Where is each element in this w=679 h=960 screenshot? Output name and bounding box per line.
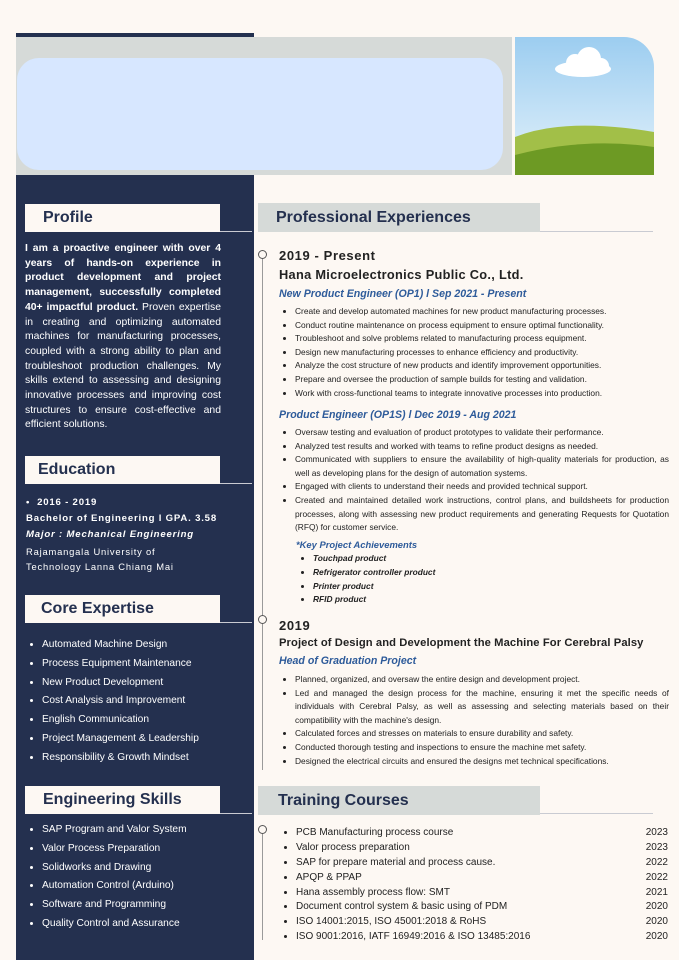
experience-heading: Professional Experiences bbox=[258, 203, 540, 232]
list-item: • Refrigerator controller product bbox=[313, 566, 435, 580]
list-item: • Led and managed the design process for the machine, ensuring it met the specific needs of individuals with Cerebral Palsy, as well as assessing and selecting materials based on their compatibility with the machine's design. bbox=[295, 687, 669, 728]
list-item: • Valor Process Preparation bbox=[42, 840, 187, 859]
divider bbox=[220, 622, 252, 623]
list-item: • Communicated with suppliers to ensure the availability of high-quality materials for production, as well as developing plans for the design of automation systems. bbox=[295, 453, 669, 480]
job-role: Product Engineer (OP1S) l Dec 2019 - Aug 2021 bbox=[279, 409, 517, 421]
training-year: 2020 bbox=[645, 931, 668, 943]
list-item: • New Product Development bbox=[42, 674, 199, 693]
list-item: • ISO 14001:2015, ISO 45001:2018 & RoHS 2020 bbox=[296, 915, 668, 930]
list-item: • Valor process preparation 2023 bbox=[296, 841, 668, 856]
education-degree: Bachelor of Engineering l GPA. 3.58 bbox=[26, 513, 217, 524]
role-duties-list bbox=[279, 426, 669, 535]
list-item: • Prepare and oversee the production of sample builds for testing and validation. bbox=[295, 373, 669, 387]
core-expertise-list bbox=[25, 636, 199, 768]
divider bbox=[540, 813, 653, 814]
training-year: 2022 bbox=[645, 856, 668, 868]
divider bbox=[220, 813, 252, 814]
training-list bbox=[279, 826, 668, 945]
list-item: • Oversaw testing and evaluation of product prototypes to validate their performance. bbox=[295, 426, 669, 440]
divider bbox=[220, 231, 252, 232]
training-year: 2023 bbox=[645, 841, 668, 853]
list-item: • Designed the electrical circuits and ensured the designs met technical specifications. bbox=[295, 755, 669, 769]
profile-summary-bold: I am a proactive engineer with over 4 years of hands-on experience in product development and project management, successfully completed 40+ impactful product. bbox=[25, 243, 221, 313]
profile-summary-rest: Proven expertise in creating and optimizing automated machines for manufacturing processes, coupled with a strong ability to plan and troubleshoot production challenges. My skills extend to assessing and designing innovative processes and improving cost structures to ensure cost-effective and efficient solutions. bbox=[25, 301, 221, 431]
list-item: • Conducted thorough testing and inspections to ensure the machine met safety. bbox=[295, 741, 669, 755]
achievements-list bbox=[296, 552, 435, 607]
profile-heading: Profile bbox=[25, 204, 220, 232]
timeline-line bbox=[262, 830, 263, 940]
timeline-dot bbox=[258, 250, 267, 259]
training-heading: Training Courses bbox=[258, 786, 540, 815]
list-item: • SAP for prepare material and process cause. 2022 bbox=[296, 856, 668, 871]
list-item: • Analyze the cost structure of new products and identify improvement opportunities. bbox=[295, 359, 669, 373]
engineering-skills-list bbox=[25, 821, 187, 934]
list-item: • RFID product bbox=[313, 593, 435, 607]
list-item: • APQP & PPAP 2022 bbox=[296, 871, 668, 886]
education-years: • 2016 - 2019 bbox=[26, 497, 98, 508]
bullet-icon: • bbox=[26, 497, 38, 508]
engineering-skills-heading: Engineering Skills bbox=[25, 786, 220, 814]
list-item: • Hana assembly process flow: SMT 2021 bbox=[296, 886, 668, 901]
list-item: • Engaged with clients to understand their needs and provided technical support. bbox=[295, 480, 669, 494]
role-duties-list bbox=[279, 305, 669, 400]
list-item: • Planned, organized, and oversaw the entire design and development project. bbox=[295, 673, 669, 687]
project-title: Project of Design and Development the Machine For Cerebral Palsy bbox=[279, 637, 644, 649]
training-year: 2020 bbox=[645, 916, 668, 928]
job-period: 2019 - Present bbox=[279, 248, 376, 263]
job-period: 2019 bbox=[279, 618, 311, 633]
landscape-image bbox=[515, 37, 654, 175]
training-year: 2021 bbox=[645, 886, 668, 898]
list-item: • Work with cross-functional teams to integrate innovative processes into production. bbox=[295, 387, 669, 401]
job-role: New Product Engineer (OP1) l Sep 2021 - Present bbox=[279, 288, 527, 300]
role-duties-list bbox=[279, 673, 669, 768]
profile-photo-placeholder bbox=[17, 58, 503, 170]
core-expertise-heading: Core Expertise bbox=[25, 595, 220, 623]
list-item: • Quality Control and Assurance bbox=[42, 915, 187, 934]
divider bbox=[540, 231, 653, 232]
list-item: • Project Management & Leadership bbox=[42, 730, 199, 749]
training-year: 2022 bbox=[645, 871, 668, 883]
profile-summary bbox=[25, 242, 221, 433]
list-item: • Process Equipment Maintenance bbox=[42, 655, 199, 674]
list-item: • Automation Control (Arduino) bbox=[42, 877, 187, 896]
list-item: • Cost Analysis and Improvement bbox=[42, 692, 199, 711]
company-name: Hana Microelectronics Public Co., Ltd. bbox=[279, 267, 524, 282]
job-role: Head of Graduation Project bbox=[279, 655, 417, 667]
list-item: • Design new manufacturing processes to enhance efficiency and productivity. bbox=[295, 346, 669, 360]
list-item: • Automated Machine Design bbox=[42, 636, 199, 655]
list-item: • Touchpad product bbox=[313, 552, 435, 566]
timeline-dot bbox=[258, 825, 267, 834]
list-item: • Responsibility & Growth Mindset bbox=[42, 749, 199, 768]
timeline-line bbox=[262, 255, 263, 770]
achievements-title: *Key Project Achievements bbox=[296, 539, 418, 550]
list-item: • Created and maintained detailed work instructions, control plans, and buildsheets for production processes, along with assessing new product requirements and generating Requests for Quotation (RFQ) for customer service. bbox=[295, 494, 669, 535]
training-year: 2023 bbox=[645, 827, 668, 838]
education-school-line2: Technology Lanna Chiang Mai bbox=[26, 561, 174, 572]
list-item: • Printer product bbox=[313, 580, 435, 594]
timeline-dot bbox=[258, 615, 267, 624]
list-item: • Software and Programming bbox=[42, 896, 187, 915]
list-item: • Troubleshoot and solve problems related to manufacturing process equipment. bbox=[295, 332, 669, 346]
list-item: • Conduct routine maintenance on process equipment to ensure optimal functionality. bbox=[295, 319, 669, 333]
education-school-line1: Rajamangala University of bbox=[26, 546, 156, 557]
list-item: • ISO 9001:2016, IATF 16949:2016 & ISO 13485:2016 2020 bbox=[296, 930, 668, 945]
list-item: • Analyzed test results and worked with teams to refine product designs as needed. bbox=[295, 440, 669, 454]
list-item: • English Communication bbox=[42, 711, 199, 730]
list-item: • SAP Program and Valor System bbox=[42, 821, 187, 840]
education-major: Major : Mechanical Engineering bbox=[26, 529, 194, 540]
education-heading: Education bbox=[25, 456, 220, 484]
list-item: • PCB Manufacturing process course 2023 bbox=[296, 826, 668, 841]
list-item: • Create and develop automated machines for new product manufacturing processes. bbox=[295, 305, 669, 319]
list-item: • Calculated forces and stresses on materials to ensure durability and safety. bbox=[295, 727, 669, 741]
list-item: • Solidworks and Drawing bbox=[42, 859, 187, 878]
training-year: 2020 bbox=[645, 901, 668, 913]
divider bbox=[220, 483, 252, 484]
list-item: • Document control system & basic using of PDM 2020 bbox=[296, 900, 668, 915]
